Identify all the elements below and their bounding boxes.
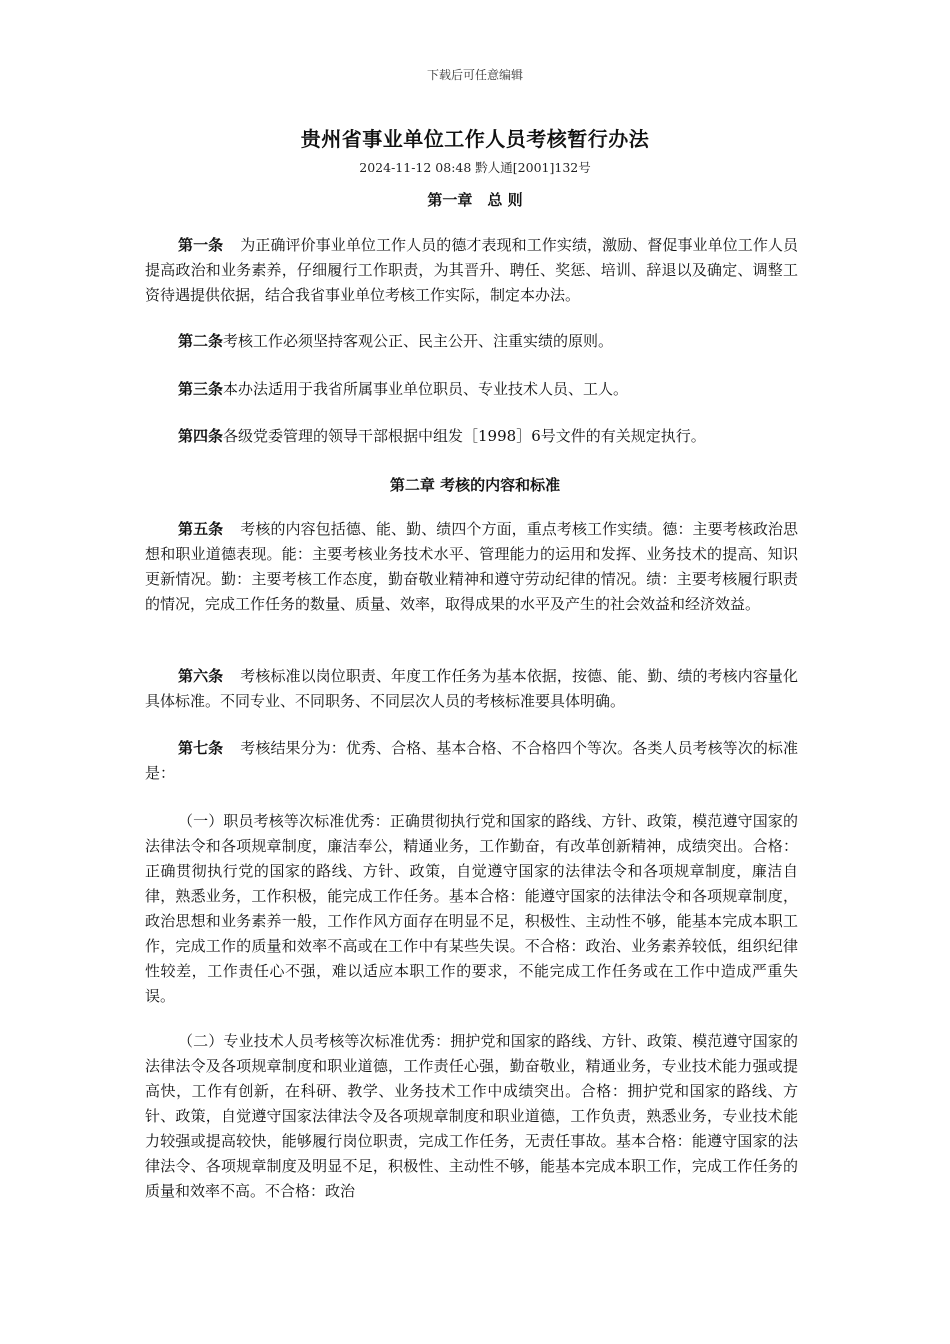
article-label: 第三条 [178, 380, 224, 398]
article-text: 考核标准以岗位职责、年度工作任务为基本依据，按德、能、勤、绩的考核内容量化具体标准。不同专业、不同职务、不同层次人员的考核标准要具体明确。 [145, 667, 798, 710]
article-text: 考核结果分为：优秀、合格、基本合格、不合格四个等次。各类人员考核等次的标准是： [145, 739, 798, 782]
header-note: 下载后可任意编辑 [426, 68, 523, 82]
article-text: 各级党委管理的领导干部根据中组发［1998］6号文件的有关规定执行。 [223, 427, 706, 445]
document-meta: 2024-11-12 08:48 黔人通[2001]132号 [359, 160, 591, 175]
clause-2: （二）专业技术人员考核等次标准优秀：拥护党和国家的路线、方针、政策、模范遵守国家的法律法令及各项规章制度和职业道德，工作责任心强，勤奋敬业，精通业务，专业技术能力强或提高快，工作有创新，在科研、教学、业务技术工作中成绩突出。合格：拥护党和国家的路线、方针、政策，自觉遵守国家法律法令及各项规章制度和职业道德，工作负责，熟悉业务，专业技术能力较强或提高较快，能够履行岗位职责，完成工作任务，无责任事故。基本合格：能遵守国家的法律法令、各项规章制度及明显不足，积极性、主动性不够，能基本完成本职工作，完成工作任务的质量和效率不高。不合格：政治 [145, 1032, 798, 1200]
article-label: 第五条 [178, 520, 224, 538]
article-5 [145, 517, 798, 617]
article-label: 第六条 [178, 667, 224, 685]
chapter-heading-1: 第一章 总 则 [427, 191, 523, 209]
article-label: 第一条 [178, 236, 224, 254]
article-7 [145, 736, 798, 786]
article-4 [145, 424, 798, 449]
article-text: 考核工作必须坚持客观公正、民主公开、注重实绩的原则。 [223, 332, 614, 350]
clause-1: （一）职员考核等次标准优秀：正确贯彻执行党和国家的路线、方针、政策，模范遵守国家的法律法令和各项规章制度，廉洁奉公，精通业务，工作勤奋，有改革创新精神，成绩突出。合格：正确贯彻执行党的国家的路线、方针、政策，自觉遵守国家的法律法令和各项规章制度，廉洁自律，熟悉业务，工作积极，能完成工作任务。基本合格：能遵守国家的法律法令和各项规章制度，政治思想和业务素养一般，工作作风方面存在明显不足，积极性、主动性不够，能基本完成本职工作，完成工作的质量和效率不高或在工作中有某些失误。不合格：政治、业务素养较低，组织纪律性较差，工作责任心不强，难以适应本职工作的要求，不能完成工作任务或在工作中造成严重失误。 [145, 812, 798, 1005]
article-6 [145, 664, 798, 714]
article-text: 为正确评价事业单位工作人员的德才表现和工作实绩，激励、督促事业单位工作人员提高政治和业务素养，仔细履行工作职责，为其晋升、聘任、奖惩、培训、辞退以及确定、调整工资待遇提供依据，结合我省事业单位考核工作实际，制定本办法。 [145, 236, 798, 304]
article-3 [145, 377, 798, 402]
chapter-heading-2: 第二章 考核的内容和标准 [389, 476, 561, 494]
article-label: 第二条 [178, 332, 224, 350]
article-text: 考核的内容包括德、能、勤、绩四个方面，重点考核工作实绩。德：主要考核政治思想和职业道德表现。能：主要考核业务技术水平、管理能力的运用和发挥、业务技术的提高、知识更新情况。勤：主要考核工作态度，勤奋敬业精神和遵守劳动纪律的情况。绩：主要考核履行职责的情况，完成工作任务的数量、质量、效率，取得成果的水平及产生的社会效益和经济效益。 [145, 520, 798, 613]
article-label: 第七条 [178, 739, 224, 757]
document-title: 贵州省事业单位工作人员考核暂行办法 [300, 127, 650, 151]
article-2 [145, 329, 798, 354]
article-1 [145, 233, 798, 308]
article-text: 本办法适用于我省所属事业单位职员、专业技术人员、工人。 [223, 380, 629, 398]
article-label: 第四条 [178, 427, 224, 445]
